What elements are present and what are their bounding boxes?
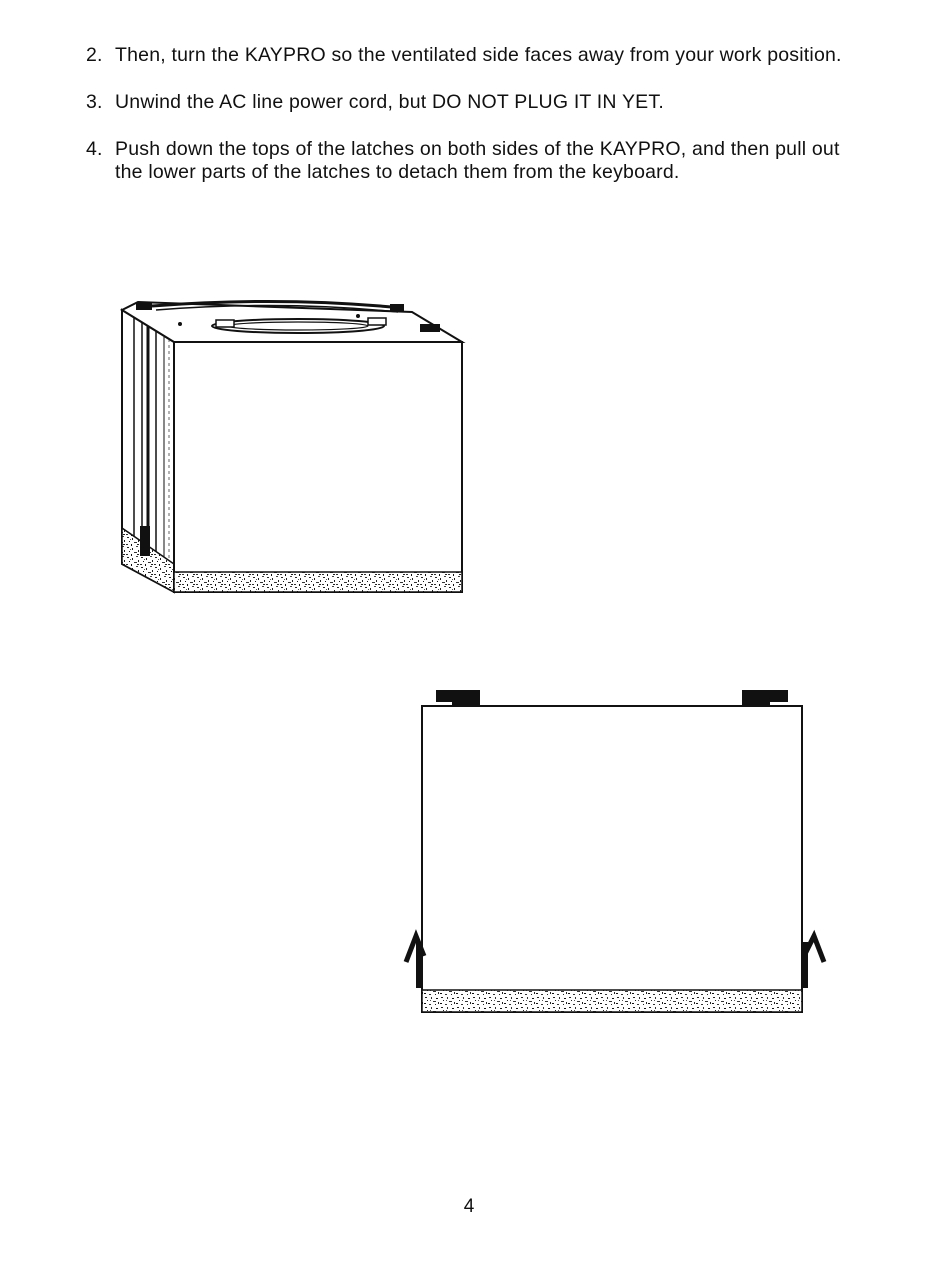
instruction-list: [86, 44, 866, 184]
kaypro-front-latch-illustration: [392, 686, 832, 1022]
step-text: Unwind the AC line power cord, but DO NOT PLUG IT IN YET.: [115, 91, 664, 113]
instruction-step: [86, 44, 866, 67]
step-number: 4.: [86, 138, 103, 160]
step-number: 3.: [86, 91, 103, 113]
case-front-panel: [174, 342, 462, 592]
instruction-step: [86, 138, 866, 184]
page-number: 4: [463, 1196, 475, 1217]
step-text: Then, turn the KAYPRO so the ventilated side faces away from your work position.: [115, 44, 842, 66]
instruction-step: [86, 91, 866, 114]
step-text: Push down the tops of the latches on both sides of the KAYPRO, and then pull out the lower parts of the latches to detach them from the keyboard.: [115, 138, 840, 183]
kaypro-perspective-illustration: [112, 296, 468, 602]
step-number: 2.: [86, 44, 103, 66]
case-front-panel: [422, 706, 802, 1012]
